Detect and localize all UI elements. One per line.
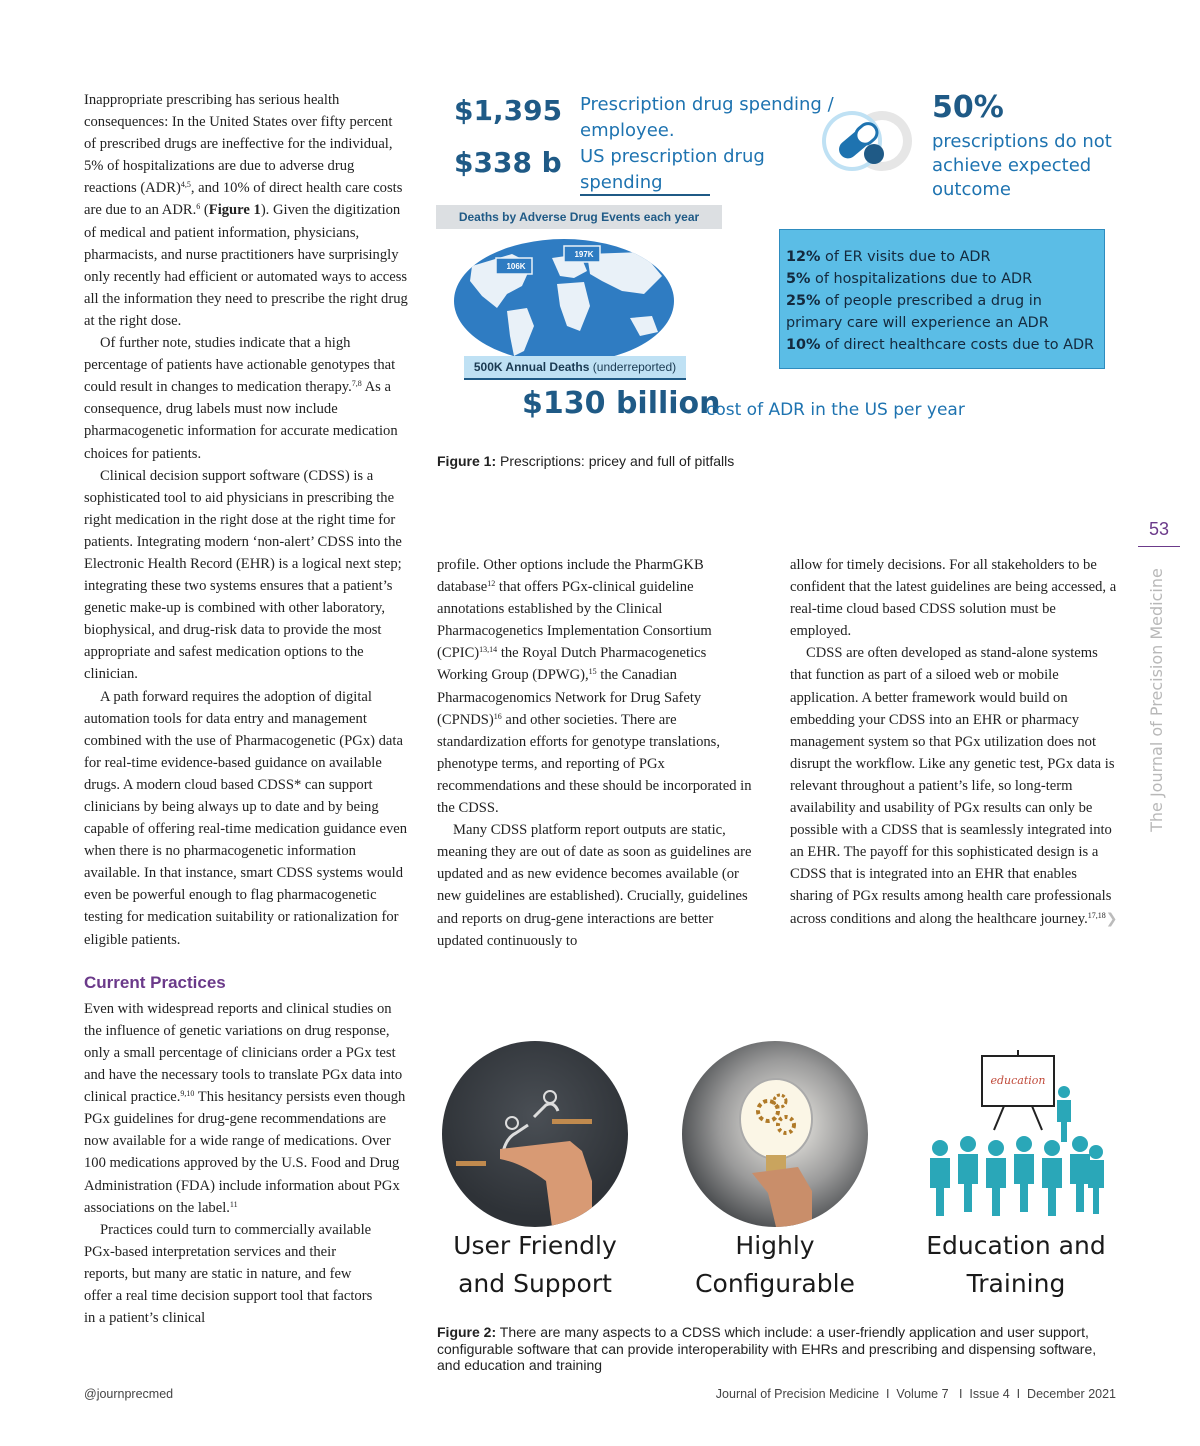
annual-deaths-label: 500K Annual Deaths (underreported) (464, 356, 686, 380)
deaths-banner: Deaths by Adverse Drug Events each year (436, 205, 722, 229)
figure-1-caption: Figure 1: Prescriptions: pricey and full of pitfalls (437, 453, 735, 469)
stat-employee-spending-value: $1,395 (454, 94, 563, 127)
configurable-label: Highly Configurable (695, 1231, 855, 1298)
adr-stat-line: 5% of hospitalizations due to ADR (786, 271, 1033, 287)
paragraph: profile. Other options include the PharmGKB database$^{12}$ that offers PGx-clinical guideline annotations established by the Clinical Pharmacogenetics Implementation Consortium (CPIC)$^{13,14}$ the Royal Dutch Pharmacogenetics Working Group (DPWG),$^{15}$ the Canadian Pharmacogenomics Network for Drug Safety (CPNDS)$^{16}$ and other societies. There are standardization efforts for genotype translations, phenotype terms, and reporting of PGx recommendations and these should be incorporated in the CDSS. (437, 557, 752, 817)
adr-stats-box (779, 229, 1105, 369)
paragraph: Many CDSS platform report outputs are static, meaning they are out of date as soon as guidelines are updated and as new evidence becomes available (or new guidelines are established). Crucially, guidelines and reports on drug-gene interactions are better updated continuously to (437, 822, 752, 949)
adr-stat-line: primary care will experience an ADR (786, 315, 1049, 331)
paragraph: A path forward requires the adoption of digital automation tools for data entry and management combined with the use of Pharmacogenetic (PGx) data for real-time evidence-based guidance on available drugs. A modern cloud based CDSS* can support clinicians by being always up to date and by being capable of offering real-time medication guidance even when there is no pharmacogenetic information available. In that instance, smart CDSS systems would even be powerful enough to flag pharmacogenetic testing for medication suitability or rationalization for eligible patients. (84, 688, 408, 948)
adr-stat-line: 10% of direct healthcare costs due to ADR (786, 337, 1095, 353)
education-illustration (920, 1048, 1108, 1228)
divider-line (580, 194, 710, 196)
journal-vertical-title: The Journal of Precision Medicine (1147, 568, 1166, 832)
lightbulb-gears-icon (682, 1041, 868, 1227)
world-map-icon (452, 236, 676, 366)
footer-handle[interactable]: @journprecmed (84, 1387, 174, 1401)
section-heading: Current Practices (84, 972, 226, 992)
adr-cost-value: $130 billion (522, 386, 721, 421)
figure-1-infographic (436, 86, 1126, 436)
map-label: 106K (506, 262, 526, 271)
adr-stat-line: 25% of people prescribed a drug in (786, 293, 1042, 309)
left-column (84, 89, 408, 1329)
adr-stat-line: 12% of ER visits due to ADR (786, 249, 991, 265)
stat-us-spending-label: US prescription drug spending (580, 146, 765, 193)
configurable-illustration (682, 1041, 868, 1227)
paragraph: CDSS are often developed as stand-alone systems that function as part of a siloed web or mobile application. A better framework would build on embedding your CDSS into an EHR or pharmacy management system so that PGx utilization does not disrupt the workflow. Like any genetic test, PGx data is relevant throughout a patient’s life, so long-term availability and usability of PGx results can only be possible with a CDSS that is seamlessly integrated into an EHR. The payoff for this sophisticated design is a CDSS that is integrated into an EHR that enables sharing of PGx results among health care professionals across conditions and along the healthcare journey.$^{17,18}$❯ (790, 645, 1118, 927)
paragraph: Inappropriate prescribing has serious health consequences: In the United States over fifty percent of prescribed drugs are ineffective for the individual, 5% of hospitalizations are due to adverse drug reactions (ADR)$^{4,5}$, and 10% of direct health care costs are due to an ADR.$^6$ (Figure 1). Given the digitization of medical and patient information, physicians, pharmacists, and nurse practitioners have surprisingly only recently had efficient or automated ways to access all the information they need to prescribe the right drug at the right dose. (84, 92, 408, 329)
adr-cost-label: cost of ADR in the US per year (706, 400, 965, 420)
paragraph: Even with widespread reports and clinical studies on the influence of genetic variations on drug response, only a small percentage of clinicians order a PGx test and have the necessary tools to translate PGx data into clinical practice.$^{9,10}$ This hesitancy persists even though PGx guidelines for drug-gene recommendations are now available for a wide range of medications. Over 100 medications approved by the U.S. Food and Drug Administration (FDA) include information about PGx associations on the label.$^{11}$ (84, 1000, 406, 1216)
figure-2-caption: Figure 2: There are many aspects to a CDSS which include: a user-friendly application and user support, configurable software that can provide interoperability with EHRs and prescribing and dispensing software, and education and training (437, 1324, 1097, 1374)
paragraph: Practices could turn to commercially available PGx-based interpretation services and their reports, but many are static in nature, and few offer a real time decision support tool that factors in a patient’s clinical (84, 1221, 373, 1327)
helping-hand-icon (442, 1041, 628, 1227)
paragraph: Of further note, studies indicate that a high percentage of patients have actionable genotypes that could result in changes to medication therapy.$^{7,8}$ As a consequence, drug labels must now include pharmacogenetic information for accurate medication choices for patients. (84, 335, 398, 462)
stat-employee-spending-label: Prescription drug spending / employee. (580, 94, 834, 141)
stat-prescriptions-label: prescriptions do not achieve expected outcome (932, 131, 1112, 200)
paragraph: allow for timely decisions. For all stakeholders to be confident that the latest guidelines are being accessed, a real-time cloud based CDSS solution must be employed. (790, 557, 1117, 640)
continue-arrow-icon: ❯ (1105, 910, 1118, 927)
stat-us-spending-value: $338 b (454, 146, 562, 179)
stat-prescriptions-value: 50% (932, 90, 1004, 125)
pill-icon (818, 108, 918, 174)
footer-journal-info: Journal of Precision Medicine I Volume 7 I Issue 4 I December 2021 (715, 1387, 1116, 1401)
paragraph: Clinical decision support software (CDSS) is a sophisticated tool to aid physicians in prescribing the right medication in the right dose at the right time for patients. Integrating modern ‘non-alert’ CDSS into the Electronic Health Record (EHR) is a logical next step; integrating these two systems ensures that a patient’s genetic make-up is combined with other laboratory, biophysical, and drug-risk data to provide the most appropriate and safest medication options to the clinician. (84, 467, 402, 683)
user-friendly-label: User Friendly and Support (453, 1231, 617, 1298)
map-label: 197K (574, 250, 594, 259)
figure-1-reference[interactable]: Figure 1 (208, 202, 261, 219)
education-label: Education and Training (926, 1231, 1106, 1298)
page-number: 53 (1148, 519, 1170, 539)
page-number-rule (1138, 546, 1180, 547)
middle-column (437, 554, 755, 952)
user-friendly-illustration (442, 1041, 628, 1227)
education-board-text: education (990, 1074, 1046, 1087)
right-column (790, 554, 1120, 930)
